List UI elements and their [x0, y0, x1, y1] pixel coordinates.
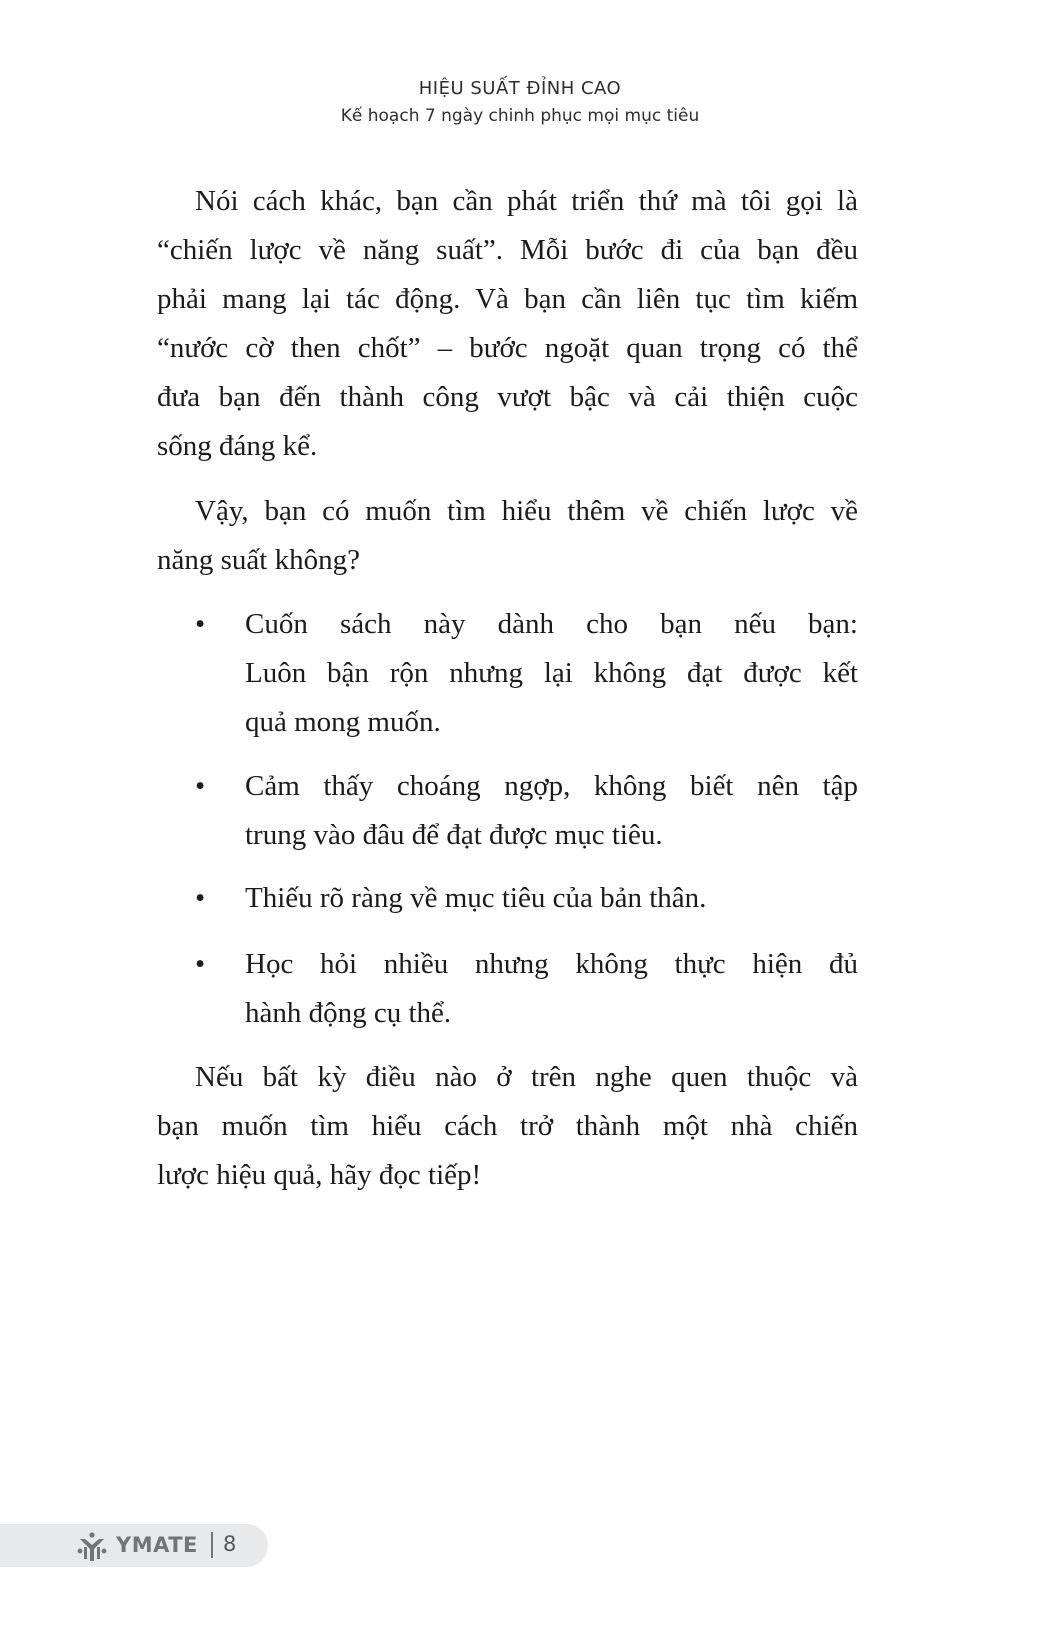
- text-line: quả mong muốn.: [245, 706, 441, 738]
- running-header-subtitle: Kế hoạch 7 ngày chinh phục mọi mục tiêu: [340, 106, 700, 126]
- text-line: năng suất không?: [157, 544, 360, 576]
- text-line: “chiến lược về năng suất”. Mỗi bước đi của bạn đều: [157, 234, 858, 266]
- text-line: Cảm thấy choáng ngợp, không biết nên tập: [245, 770, 858, 802]
- ymate-logo-icon: [76, 1531, 108, 1563]
- text-line: Học hỏi nhiều nhưng không thực hiện đủ: [245, 948, 858, 980]
- page-footer: [0, 1524, 268, 1567]
- text-line: hành động cụ thể.: [245, 997, 452, 1029]
- bullet-item-4: [157, 940, 858, 1038]
- text-line: Nói cách khác, bạn cần phát triển thứ mà tôi gọi là: [195, 185, 858, 217]
- running-header-title: HIỆU SUẤT ĐỈNH CAO: [418, 78, 622, 99]
- bullet-marker: •: [195, 770, 206, 802]
- bullet-item-2: [157, 762, 858, 860]
- text-line: Luôn bận rộn nhưng lại không đạt được kết: [245, 657, 858, 689]
- paragraph-3: [157, 1053, 858, 1200]
- text-line: đưa bạn đến thành công vượt bậc và cải thiện cuộc: [157, 381, 858, 413]
- text-line: Thiếu rõ ràng về mục tiêu của bản thân.: [245, 882, 707, 914]
- paragraph-2: [157, 487, 858, 585]
- brand-name: YMATE: [116, 1533, 198, 1557]
- text-line: Vậy, bạn có muốn tìm hiểu thêm về chiến lược về: [195, 495, 858, 527]
- text-line: lược hiệu quả, hãy đọc tiếp!: [157, 1159, 482, 1191]
- text-line: bạn muốn tìm hiểu cách trở thành một nhà chiến: [157, 1110, 858, 1142]
- bullet-marker: •: [195, 948, 206, 980]
- footer-divider: [211, 1532, 213, 1558]
- bullet-item-1: [157, 600, 858, 747]
- text-line: “nước cờ then chốt” – bước ngoặt quan trọng có thể: [157, 332, 858, 364]
- text-line: Cuốn sách này dành cho bạn nếu bạn:: [245, 608, 858, 640]
- page-number: 8: [223, 1532, 237, 1556]
- text-line: sống đáng kể.: [157, 430, 318, 462]
- bullet-marker: •: [195, 882, 206, 914]
- paragraph-1: [157, 177, 858, 471]
- bullet-item-3: [157, 874, 858, 923]
- text-line: Nếu bất kỳ điều nào ở trên nghe quen thuộc và: [195, 1061, 858, 1093]
- text-line: phải mang lại tác động. Và bạn cần liên tục tìm kiếm: [157, 283, 858, 315]
- text-line: trung vào đâu để đạt được mục tiêu.: [245, 819, 663, 851]
- bullet-marker: •: [195, 608, 206, 640]
